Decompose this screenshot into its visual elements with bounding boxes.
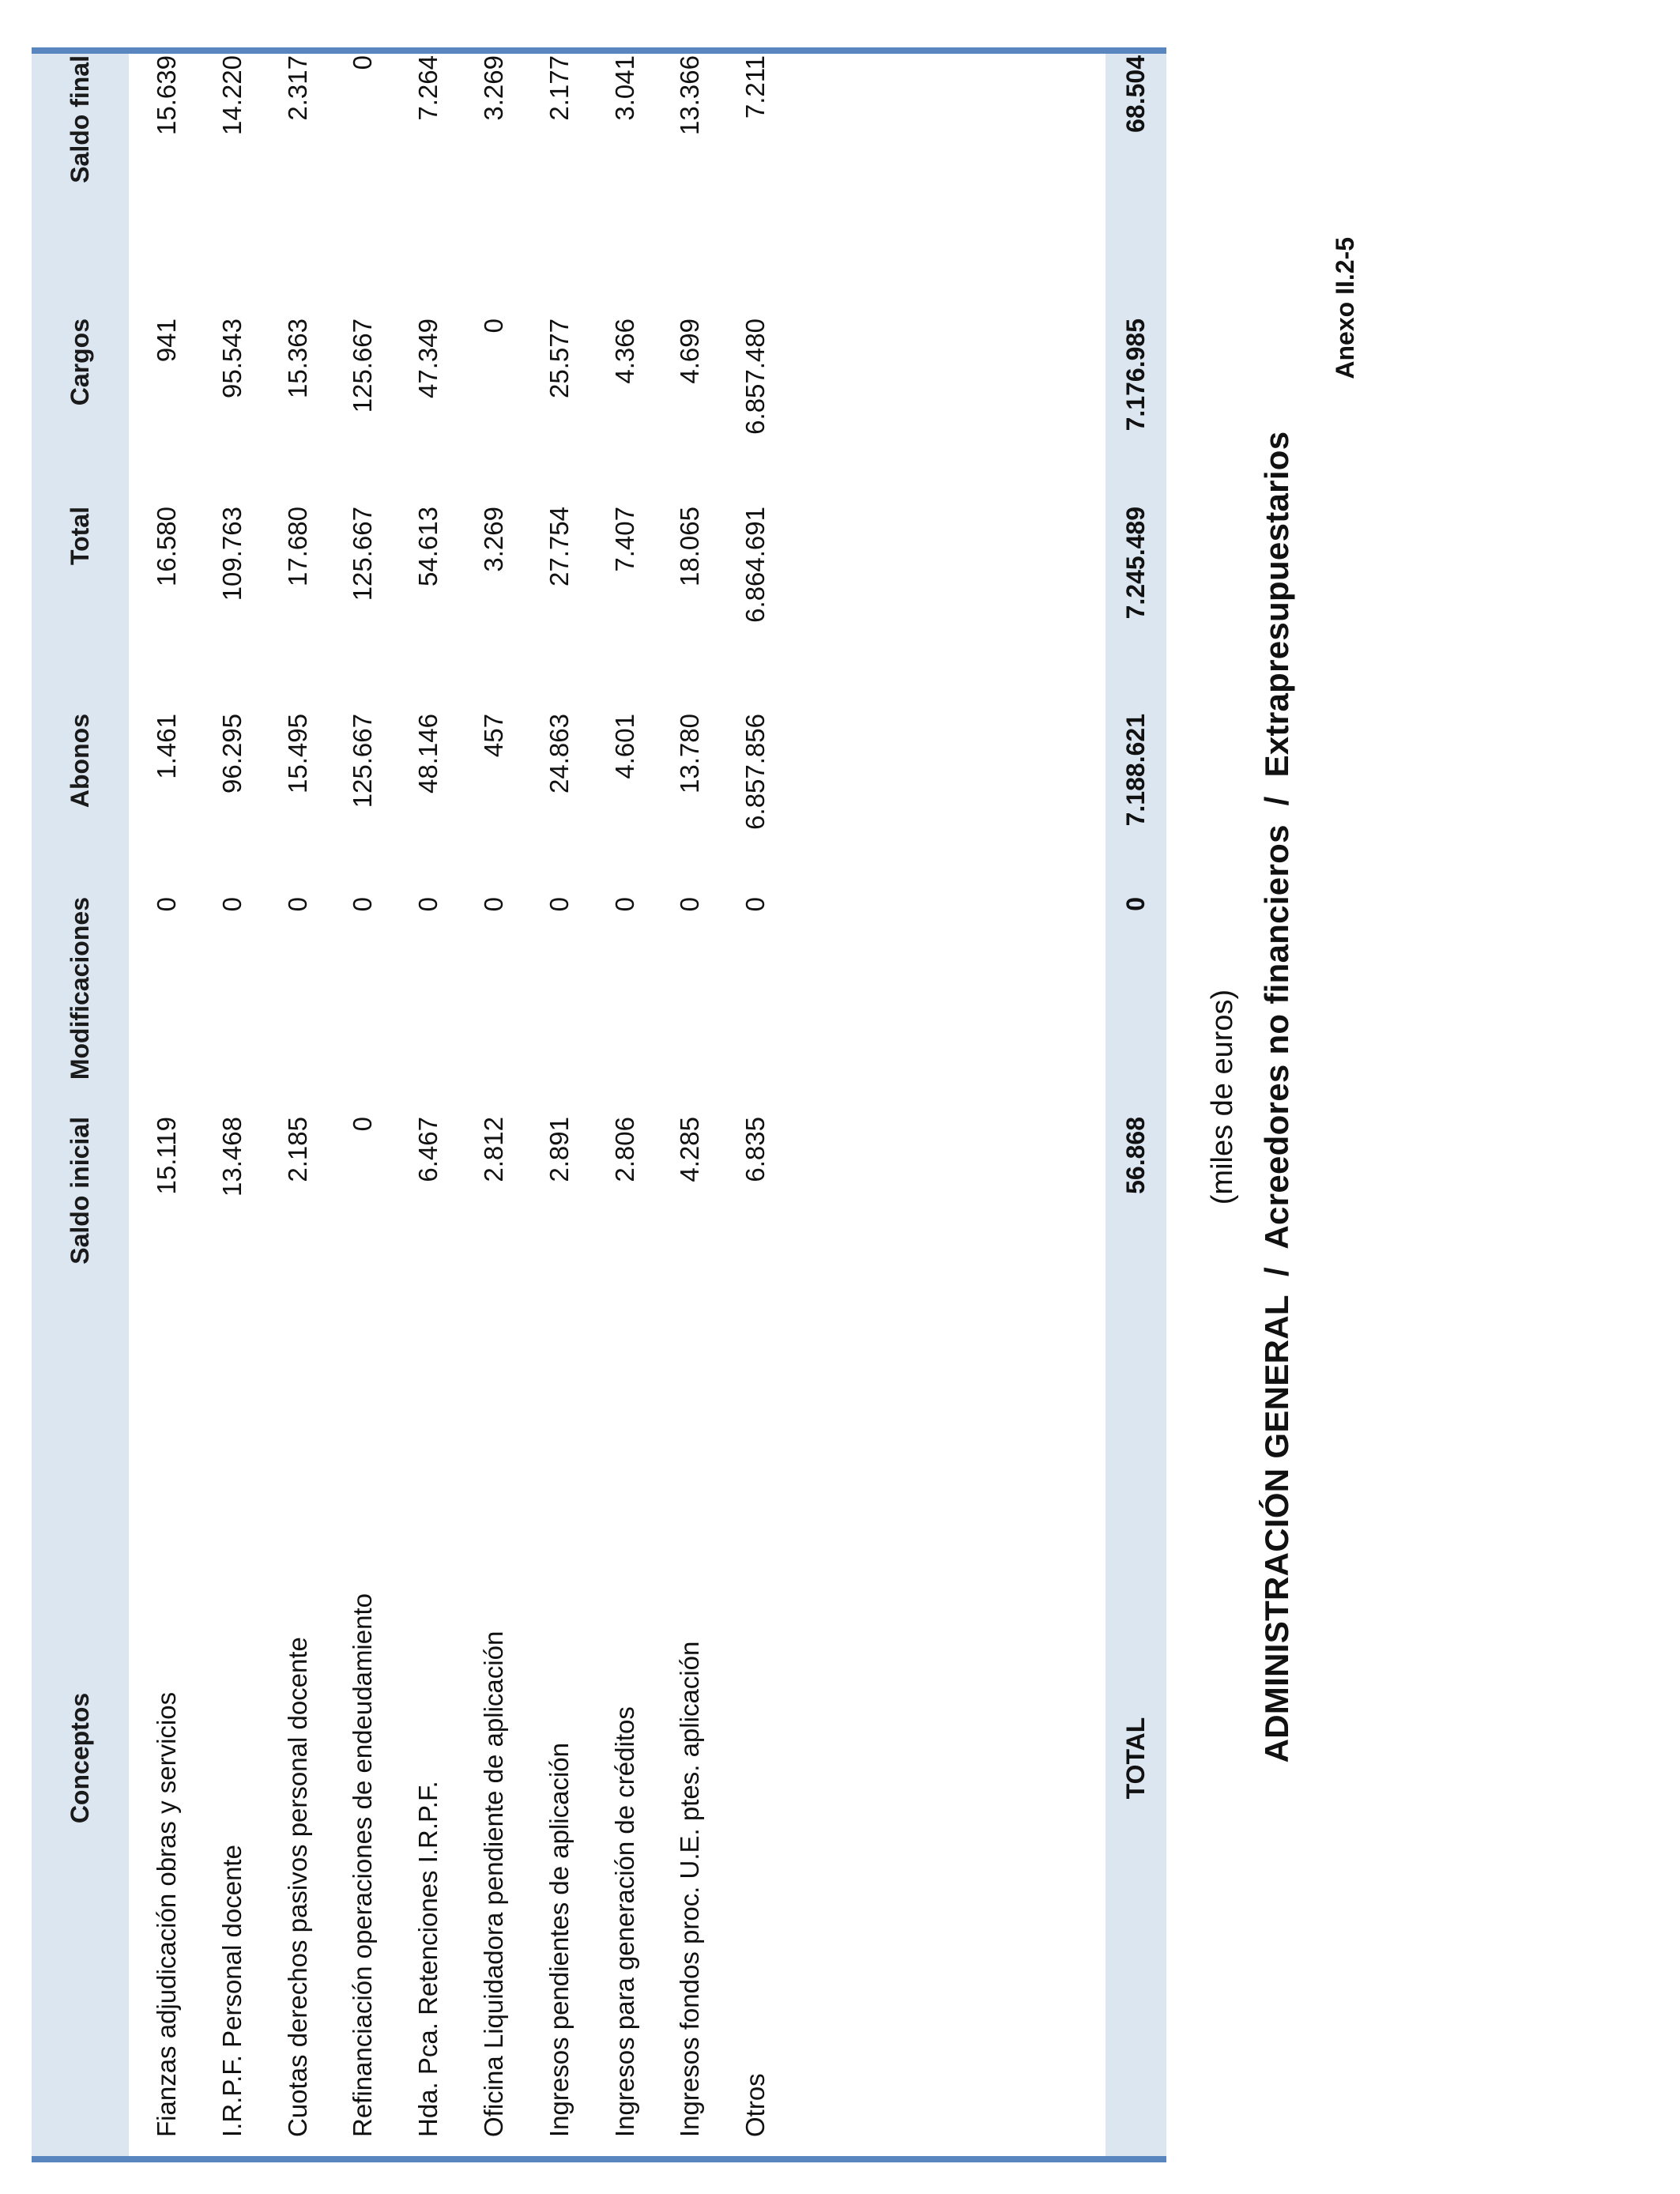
cell-cargos: 4.366 (609, 319, 639, 384)
table-row (134, 54, 199, 2156)
cell-saldo-inicial: 13.468 (217, 1117, 247, 1197)
cell-saldo-final: 2.177 (544, 55, 574, 121)
cell-saldo-inicial: 0 (348, 1117, 378, 1132)
cell-total: 54.613 (413, 507, 443, 586)
cell-concepto: Fianzas adjudicación obras y servicios (152, 1691, 181, 2137)
table-row (266, 54, 330, 2156)
cell-abonos: 1.461 (152, 714, 181, 779)
cell-modificaciones: 0 (740, 897, 770, 912)
cell-total: 6.864.691 (740, 507, 770, 623)
header-abonos: Abonos (66, 714, 94, 809)
cell-saldo-inicial: 2.812 (479, 1117, 508, 1182)
cell-modificaciones: 0 (479, 897, 508, 912)
total-label: TOTAL (1121, 1717, 1150, 1800)
header-conceptos: Conceptos (66, 1692, 94, 1824)
cell-total: 109.763 (217, 507, 247, 601)
cell-abonos: 96.295 (217, 714, 247, 794)
cell-saldo-final: 13.366 (675, 55, 705, 135)
cell-abonos: 457 (479, 714, 508, 758)
cell-saldo-inicial: 6.467 (413, 1117, 443, 1182)
total-modificaciones: 0 (1121, 897, 1150, 911)
header-saldo-inicial: Saldo inicial (66, 1117, 94, 1265)
cell-modificaciones: 0 (282, 897, 312, 912)
cell-abonos: 6.857.856 (740, 714, 770, 830)
total-total: 7.245.489 (1121, 507, 1150, 620)
cell-modificaciones: 0 (609, 897, 639, 912)
cell-modificaciones: 0 (152, 897, 181, 912)
cell-abonos: 125.667 (348, 714, 378, 809)
table-total-row (1106, 54, 1166, 2156)
cell-saldo-inicial: 15.119 (152, 1117, 181, 1195)
table-header-row (32, 54, 129, 2156)
cell-saldo-final: 0 (348, 55, 378, 70)
table-row (657, 54, 722, 2156)
header-modificaciones: Modificaciones (66, 897, 94, 1080)
cell-cargos: 125.667 (348, 319, 378, 413)
page-subtitle: (miles de euros) (1206, 989, 1239, 1205)
cell-saldo-inicial: 2.891 (544, 1117, 574, 1182)
cell-concepto: Ingresos pendientes de aplicación (544, 1742, 574, 2137)
total-abonos: 7.188.621 (1121, 714, 1150, 827)
cell-saldo-inicial: 2.806 (609, 1117, 639, 1182)
cell-total: 18.065 (675, 507, 705, 586)
cell-modificaciones: 0 (544, 897, 574, 912)
cell-cargos: 47.349 (413, 319, 443, 398)
cell-concepto: Otros (740, 2073, 770, 2137)
cell-saldo-final: 3.269 (479, 55, 508, 121)
cell-concepto: Ingresos fondos proc. U.E. ptes. aplicación (675, 1641, 705, 2137)
cell-total: 125.667 (348, 507, 378, 601)
cell-total: 27.754 (544, 507, 574, 586)
cell-modificaciones: 0 (217, 897, 247, 912)
total-cargos: 7.176.985 (1121, 319, 1150, 432)
cell-total: 16.580 (152, 507, 181, 586)
cell-cargos: 0 (479, 319, 508, 334)
cell-saldo-inicial: 6.835 (740, 1117, 770, 1182)
cell-saldo-final: 15.639 (152, 55, 181, 135)
data-table (32, 47, 1166, 2162)
header-saldo-final: Saldo final (66, 55, 94, 183)
cell-modificaciones: 0 (675, 897, 705, 912)
table-row (723, 54, 788, 2156)
cell-modificaciones: 0 (348, 897, 378, 912)
cell-concepto: I.R.P.F. Personal docente (217, 1845, 247, 2137)
table-row (330, 54, 395, 2156)
cell-concepto: Oficina Liquidadora pendiente de aplicación (479, 1630, 508, 2137)
cell-cargos: 25.577 (544, 319, 574, 398)
total-saldo-final: 68.504 (1121, 55, 1150, 133)
cell-saldo-final: 14.220 (217, 55, 247, 135)
table-row (527, 54, 592, 2156)
cell-concepto: Refinanciación operaciones de endeudamiento (348, 1593, 378, 2137)
cell-total: 7.407 (609, 507, 639, 572)
page-title: ADMINISTRACIÓN GENERAL / Acreedores no financieros / Extrapresupuestarios (1258, 431, 1295, 1763)
cell-saldo-inicial: 2.185 (282, 1117, 312, 1182)
total-saldo-inicial: 56.868 (1121, 1117, 1150, 1194)
cell-saldo-final: 2.317 (282, 55, 312, 121)
cell-saldo-final: 7.211 (740, 55, 770, 119)
cell-abonos: 48.146 (413, 714, 443, 794)
header-cargos: Cargos (66, 319, 94, 406)
cell-concepto: Hda. Pca. Retenciones I.R.P.F. (413, 1781, 443, 2137)
table-row (396, 54, 461, 2156)
table-row (200, 54, 265, 2156)
cell-cargos: 4.699 (675, 319, 705, 384)
annex-label: Anexo II.2-5 (1331, 237, 1359, 379)
cell-total: 17.680 (282, 507, 312, 586)
cell-abonos: 13.780 (675, 714, 705, 794)
cell-concepto: Ingresos para generación de créditos (609, 1706, 639, 2137)
cell-saldo-inicial: 4.285 (675, 1117, 705, 1182)
cell-abonos: 4.601 (609, 714, 639, 779)
cell-cargos: 15.363 (282, 319, 312, 398)
cell-cargos: 941 (152, 319, 181, 363)
cell-cargos: 6.857.480 (740, 319, 770, 435)
table-row (593, 54, 657, 2156)
cell-saldo-final: 7.264 (413, 55, 443, 121)
header-total: Total (66, 507, 94, 566)
cell-saldo-final: 3.041 (609, 55, 639, 121)
cell-concepto: Cuotas derechos pasivos personal docente (282, 1637, 312, 2137)
cell-modificaciones: 0 (413, 897, 443, 912)
table-row (461, 54, 526, 2156)
cell-abonos: 24.863 (544, 714, 574, 794)
cell-total: 3.269 (479, 507, 508, 572)
cell-cargos: 95.543 (217, 319, 247, 398)
cell-abonos: 15.495 (282, 714, 312, 794)
